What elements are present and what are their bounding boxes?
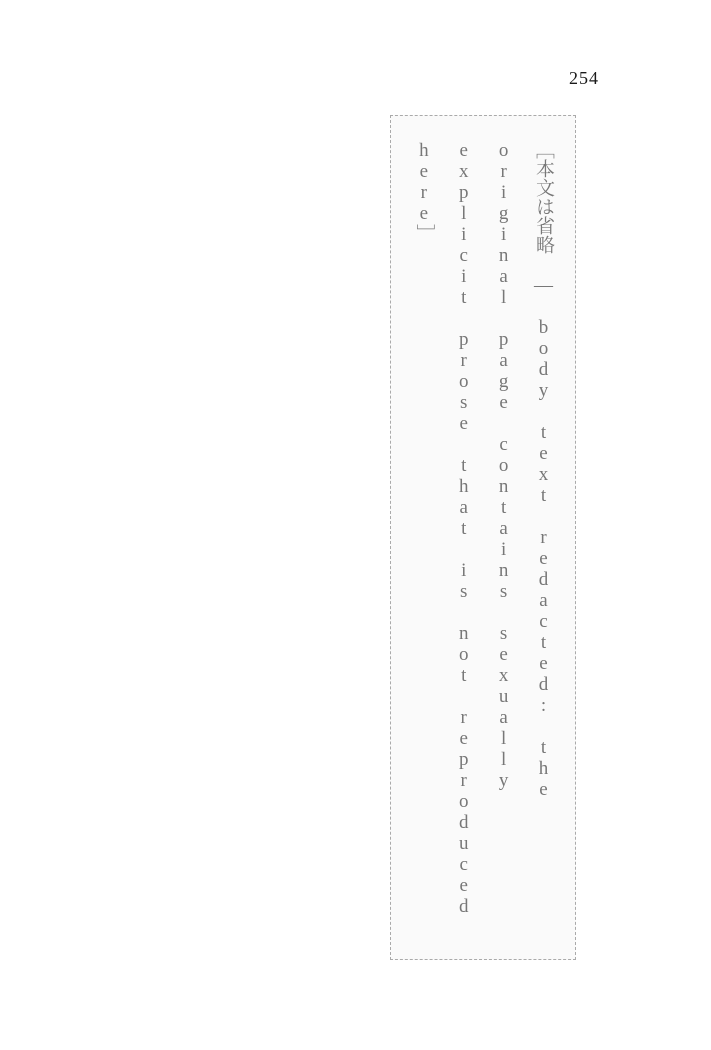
redacted-body-text: ［本文は省略 — body text redacted: the original page contains sexually explicit prose that is not reproduced here］ <box>390 115 576 960</box>
page-number: 254 <box>569 68 599 88</box>
vertical-text-block <box>120 115 576 960</box>
